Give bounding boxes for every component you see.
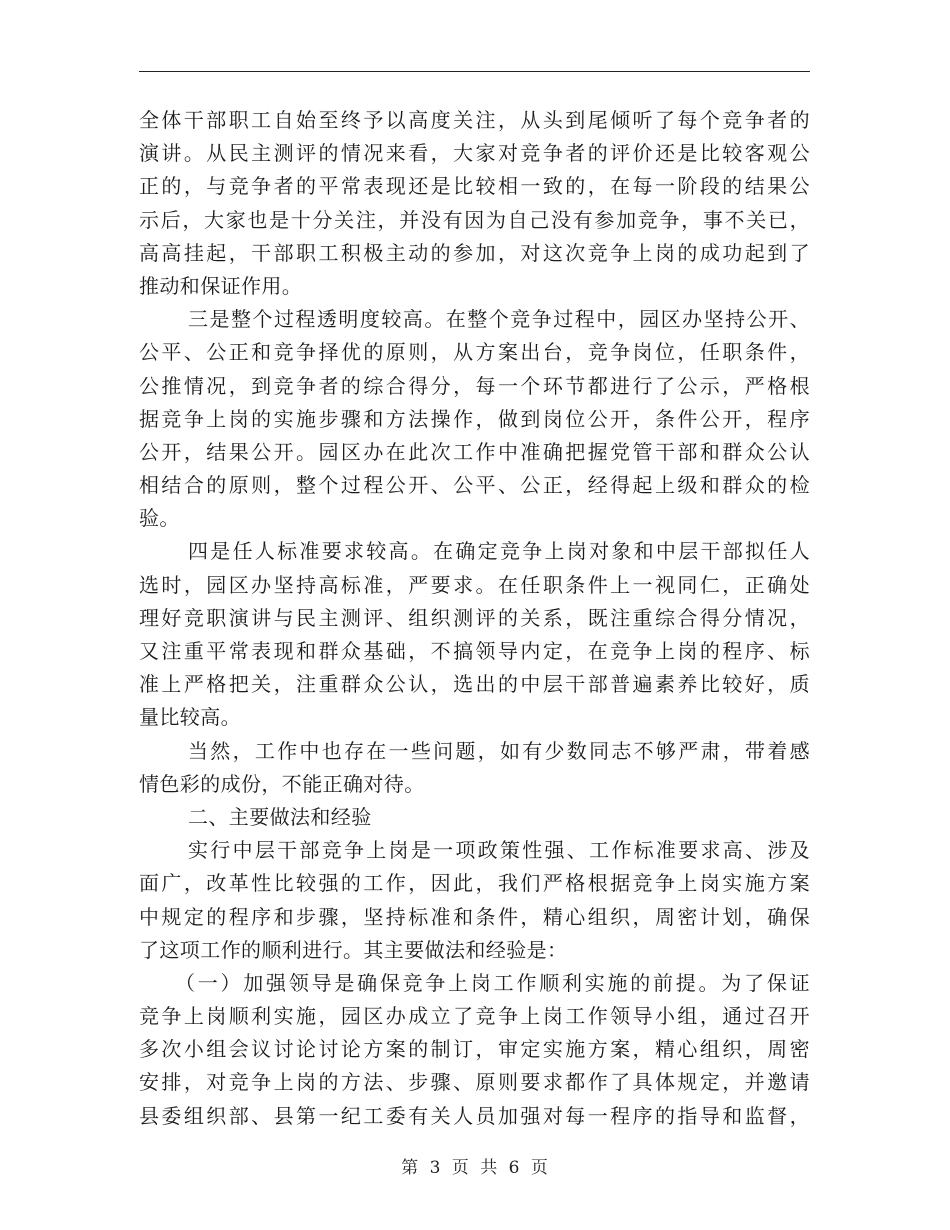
- text-line: 县委组织部、县第一纪工委有关人员加强对每一程序的指导和监督，: [139, 1103, 810, 1128]
- text-line: 面广，改革性比较强的工作，因此，我们严格根据竞争上岗实施方案: [139, 871, 810, 896]
- section-heading: 二、主要做法和经验: [188, 804, 372, 829]
- page-number-footer: 第 3 页 共 6 页: [401, 1158, 549, 1178]
- text-line: 了这项工作的顺利进行。其主要做法和经验是：: [139, 937, 568, 962]
- text-line: 全体干部职工自始至终予以高度关注，从头到尾倾听了每个竞争者的: [139, 108, 810, 132]
- text-line: 推动和保证作用。: [139, 273, 303, 298]
- header-rule: [139, 71, 810, 72]
- text-line: 正的，与竞争者的平常表现还是比较相一致的，在每一阶段的结果公: [139, 174, 810, 199]
- text-line: 情色彩的成份，不能正确对待。: [139, 771, 425, 796]
- text-line: 安排，对竞争上岗的方法、步骤、原则要求都作了具体规定，并邀请: [139, 1070, 810, 1095]
- text-line: 示后，大家也是十分关注，并没有因为自己没有参加竞争，事不关已，: [139, 207, 810, 232]
- text-line: 中规定的程序和步骤，坚持标准和条件，精心组织，周密计划，确保: [139, 904, 810, 929]
- paragraph-start-line: （一）加强领导是确保竞争上岗工作顺利实施的前提。为了保证: [175, 970, 810, 995]
- paragraph-start-line: 实行中层干部竞争上岗是一项政策性强、工作标准要求高、涉及: [188, 838, 810, 863]
- text-line: 又注重平常表现和群众基础，不搞领导内定，在竞争上岗的程序、标: [139, 639, 810, 663]
- text-line: 据竞争上岗的实施步骤和方法操作，做到岗位公开，条件公开，程序: [139, 406, 810, 431]
- text-line: 竞争上岗顺利实施，园区办成立了竞争上岗工作领导小组，通过召开: [139, 1004, 810, 1029]
- body-text: [139, 104, 810, 1133]
- text-line: 量比较高。: [139, 705, 241, 730]
- paragraph-start-line: 四是任人标准要求较高。在确定竞争上岗对象和中层干部拟任人: [188, 539, 810, 564]
- text-line: 相结合的原则，整个过程公开、公平、公正，经得起上级和群众的检: [139, 473, 810, 498]
- text-line: 公推情况，到竞争者的综合得分，每一个环节都进行了公示，严格根: [139, 373, 810, 398]
- text-line: 理好竞职演讲与民主测评、组织测评的关系，既注重综合得分情况，: [139, 605, 810, 630]
- text-line: 验。: [139, 506, 180, 531]
- text-line: 选时，园区办坚持高标准，严要求。在任职条件上一视同仁，正确处: [139, 572, 810, 597]
- paragraph-start-line: 当然，工作中也存在一些问题，如有少数同志不够严肃，带着感: [188, 738, 810, 763]
- text-line: 准上严格把关，注重群众公认，选出的中层干部普遍素养比较好，质: [139, 672, 810, 697]
- paragraph-start-line: 三是整个过程透明度较高。在整个竞争过程中，园区办坚持公开、: [188, 307, 810, 332]
- text-line: 公平、公正和竞争择优的原则，从方案出台，竞争岗位，任职条件，: [139, 340, 810, 365]
- text-line: 高高挂起，干部职工积极主动的参加，对这次竞争上岗的成功起到了: [139, 240, 810, 265]
- text-line: 演讲。从民主测评的情况来看，大家对竞争者的评价还是比较客观公: [139, 141, 810, 166]
- text-line: 多次小组会议讨论讨论方案的制订，审定实施方案，精心组织，周密: [139, 1037, 810, 1062]
- text-line: 公开，结果公开。园区办在此次工作中准确把握党管干部和群众公认: [139, 439, 810, 464]
